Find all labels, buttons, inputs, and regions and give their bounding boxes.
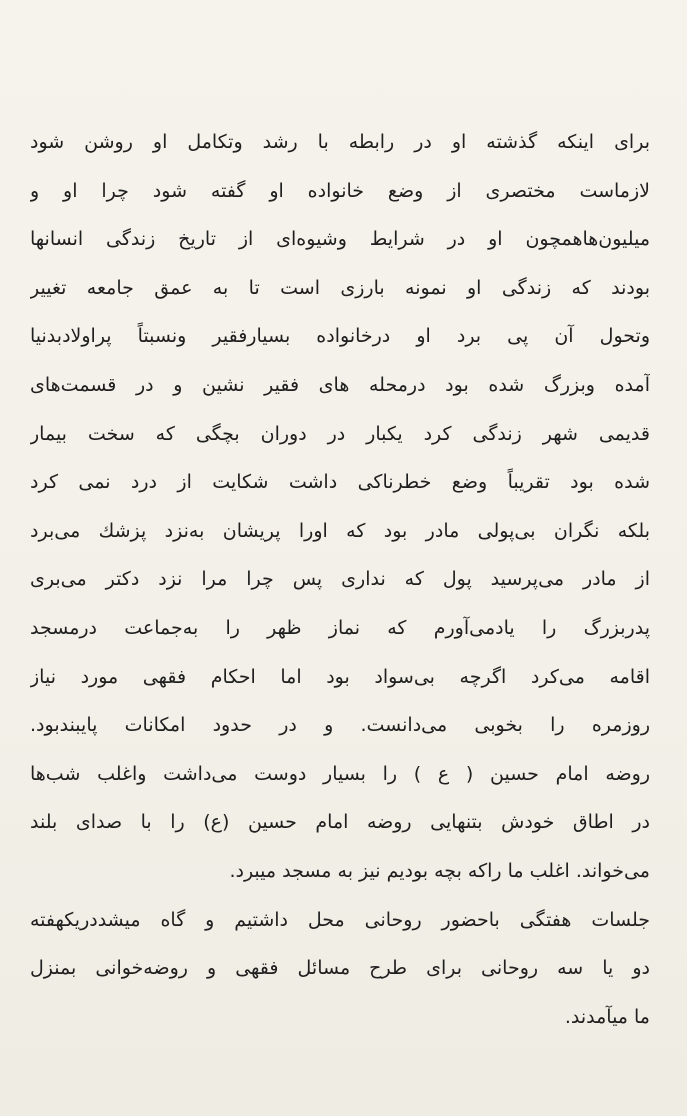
- text-line: شده بود تقریباً وضع خطرناکی داشت شکایت از درد نمی کرد: [30, 471, 650, 494]
- text-line: لازماست مختصری از وضع خانواده او گفته شود چرا او و: [30, 179, 650, 202]
- text-line: پدربزرگ را یادمی‌آورم که نماز ظهر را به‌جماعت درمسجد: [30, 616, 650, 639]
- text-line: بودند که زندگی او نمونه بارزی است تا به عمق جامعه تغییر: [30, 276, 650, 299]
- text-line: آمده وبزرگ شده بود درمحله های فقیر نشین و در قسمت‌های: [30, 373, 650, 396]
- text-line: وتحول آن پی برد او درخانواده بسیارفقیر ونسبتاً پراولادبدنیا: [30, 325, 650, 348]
- text-line: روضه امام حسین ( ع ) را بسیار دوست می‌داشت واغلب شب‌ها: [30, 762, 650, 785]
- text-line: روزمره را بخوبی می‌دانست. و در حدود امکانات پایبندبود.: [30, 714, 650, 737]
- body-text: [30, 118, 650, 1041]
- text-line: بلکه نگران بی‌پولی مادر بود که اورا پریشان به‌نزد پزشك می‌برد: [30, 519, 650, 542]
- text-line: برای اینکه گذشته او در رابطه با رشد وتکامل او روشن شود: [30, 131, 650, 153]
- text-line: در اطاق خودش بتنهایی روضه امام حسین (ع) را با صدای بلند: [30, 811, 650, 834]
- text-line: اقامه می‌کرد اگرچه بی‌سواد بود اما احکام فقهی مورد نیاز: [30, 665, 650, 688]
- text-line: از مادر می‌پرسید پول که نداری پس چرا مرا نزد دکتر می‌بری: [30, 568, 650, 591]
- text-line: قدیمی شهر زندگی کرد یکبار در دوران بچگی که سخت بیمار: [30, 422, 650, 445]
- text-line: ما میآمدند.: [564, 1005, 650, 1028]
- text-line: دو یا سه روحانی برای طرح مسائل فقهی و روضه‌خوانی بمنزل: [30, 957, 650, 980]
- text-line: میلیون‌هاهمچون او در شرایط وشیوه‌ای از تاریخ زندگی انسانها: [30, 228, 650, 251]
- text-line: جلسات هفتگی باحضور روحانی محل داشتیم و گاه میشددریکهفته: [30, 908, 650, 931]
- text-line: می‌خواند. اغلب ما راکه بچه بودیم نیز به مسجد میبرد.: [229, 859, 650, 882]
